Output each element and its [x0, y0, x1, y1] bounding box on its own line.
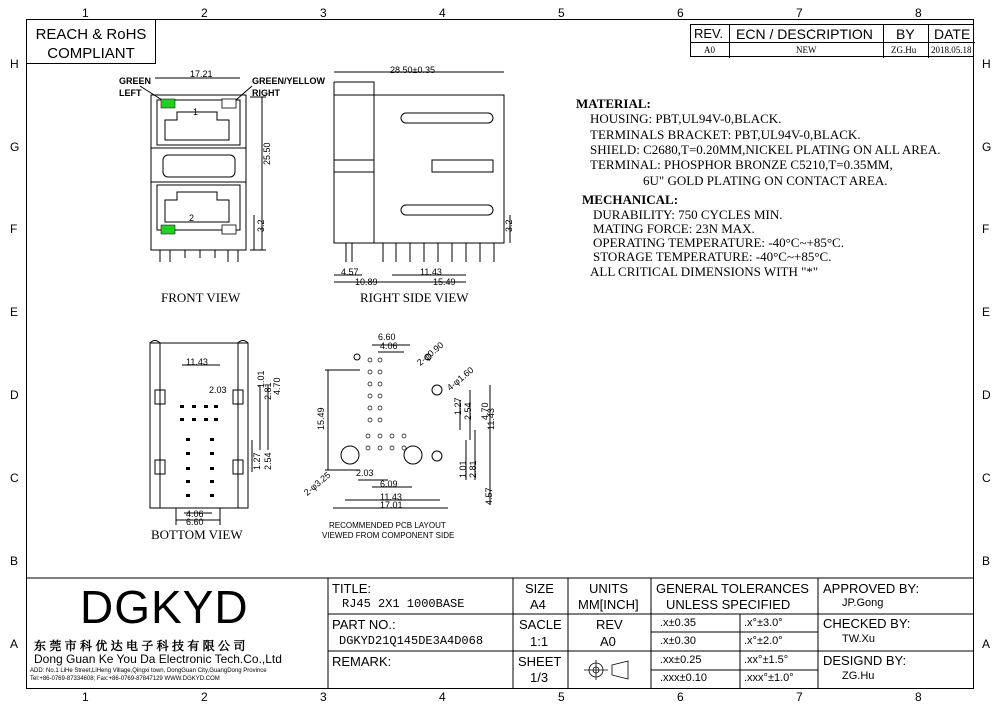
part-value: DGKYD21Q145DE3A4D068 — [339, 634, 484, 648]
rev-label: REV — [596, 617, 623, 632]
side-dim-right: 3.2 — [504, 219, 514, 232]
side-view-outline — [334, 95, 504, 243]
pcb-dim-127: 1.27 — [453, 397, 463, 415]
zone-col-2-bottom: 2 — [201, 690, 208, 704]
led-green-left-top — [161, 99, 175, 108]
pcb-dim-457: 4.57 — [484, 487, 494, 505]
zone-row-g-right: G — [982, 140, 992, 154]
part-label: PART NO.: — [332, 617, 396, 632]
zone-row-c-left: C — [10, 471, 19, 485]
zone-row-a-right: A — [982, 637, 991, 651]
tolerance-x2: .x±0.30 — [660, 635, 697, 647]
rev-header: REV. — [694, 26, 724, 41]
material-line-2: TERMINALS BRACKET: PBT,UL94V-0,BLACK. — [590, 127, 861, 142]
bottom-view-outline — [150, 343, 248, 508]
company-logo: DGKYD — [80, 581, 249, 633]
pcb-dim-281: 2.81 — [468, 460, 478, 478]
units-label: UNITS — [589, 581, 628, 596]
front-green-left-label-1: GREEN — [119, 76, 152, 86]
compliance-line-2: COMPLIANT — [47, 45, 135, 62]
zone-col-3-bottom: 3 — [320, 690, 327, 704]
material-title: MATERIAL: — [576, 96, 651, 111]
zone-row-a-left: A — [10, 637, 19, 651]
pcb-dim-hole: 2-φ0.90 — [415, 339, 446, 368]
side-dim-1549: 15.49 — [433, 277, 456, 287]
zone-col-7-top: 7 — [796, 6, 803, 20]
pcb-layout-label-2: VIEWED FROM COMPONENT SIDE — [322, 531, 455, 540]
pcb-dim-325: 2-φ3.25 — [302, 469, 333, 498]
pcb-dim-470: 4.70 — [480, 402, 490, 420]
bottom-dim-281: 2.81 — [263, 382, 273, 400]
bottom-view-label: BOTTOM VIEW — [151, 527, 243, 542]
tolerance-title-1: GENERAL TOLERANCES — [656, 581, 809, 596]
title-label: TITLE: — [332, 581, 372, 596]
scale-value: 1:1 — [530, 634, 549, 649]
size-value: A4 — [530, 597, 546, 612]
zone-row-b-left: B — [10, 554, 19, 568]
side-dim-top: 28.50±0.35 — [390, 65, 435, 75]
company-contact: Tel:+86-0769-87334608; Fax:+86-0769-87847129 WWW.DGKYD.COM — [30, 676, 220, 682]
mechanical-line-5: ALL CRITICAL DIMENSIONS WITH "*" — [590, 264, 819, 279]
bottom-dim-127: 1.27 — [252, 452, 262, 470]
front-dim-small: 3.2 — [256, 219, 266, 232]
pcb-dim-660: 6.60 — [378, 332, 396, 342]
zone-col-1-bottom: 1 — [82, 690, 89, 704]
front-port1-number: 1 — [193, 107, 199, 117]
zone-col-4-bottom: 4 — [439, 690, 446, 704]
zone-col-2-top: 2 — [201, 6, 208, 20]
checked-label: CHECKED BY: — [823, 616, 911, 631]
rev-value: A0 — [704, 45, 715, 55]
front-green-right-label-1: GREEN/YELLOW — [252, 76, 326, 86]
zone-col-8-bottom: 8 — [915, 690, 922, 704]
checked-value: TW.Xu — [842, 633, 876, 645]
sheet-value: 1/3 — [530, 670, 549, 685]
front-green-left-label-2: LEFT — [119, 88, 142, 98]
bottom-dim-470: 4.70 — [272, 377, 282, 395]
designed-label: DESIGND BY: — [823, 653, 907, 668]
bottom-view-pins — [180, 405, 218, 497]
front-dim-height: 25.50 — [262, 142, 272, 165]
sheet-label: SHEET — [518, 654, 562, 669]
date-header: DATE — [934, 26, 971, 42]
side-dim-1143: 11.43 — [420, 267, 442, 277]
units-value: MM[INCH] — [578, 597, 639, 612]
zone-row-f-left: F — [10, 222, 18, 236]
mechanical-title: MECHANICAL: — [582, 192, 679, 207]
company-name-cn: 东 莞 市 科 优 达 电 子 科 技 有 限 公 司 — [34, 639, 246, 653]
pcb-dim-1701: 17.01 — [380, 500, 403, 510]
bottom-dim-406: 4.06 — [186, 509, 204, 519]
led-green-left-bottom — [161, 225, 175, 234]
front-dim-width: 17.21 — [190, 69, 213, 79]
pcb-layout-label-1: RECOMMENDED PCB LAYOUT — [329, 521, 446, 530]
mechanical-line-1: DURABILITY: 750 CYCLES MIN. — [593, 207, 783, 222]
pcb-dim-1143v: 11.43 — [486, 408, 496, 430]
material-line-1: HOUSING: PBT,UL94V-0,BLACK. — [590, 111, 782, 126]
zone-col-8-top: 8 — [915, 6, 922, 20]
zone-row-d-left: D — [10, 388, 19, 402]
zone-row-h-right: H — [982, 57, 991, 71]
pcb-dim-254: 2.54 — [463, 402, 473, 420]
approved-label: APPROVED BY: — [823, 581, 920, 596]
size-label: SIZE — [525, 581, 554, 596]
company-address: ADD: No.1 LiHe Street,LiHeng Village,Qingxi town, DongGuan City,GuangDong Province — [30, 668, 267, 674]
pcb-dim-406: 4.06 — [380, 341, 398, 351]
zone-col-5-bottom: 5 — [558, 690, 565, 704]
mechanical-line-4: STORAGE TEMPERATURE: -40°C~+85°C. — [593, 249, 832, 264]
zone-row-g-left: G — [10, 140, 20, 154]
zone-row-b-right: B — [982, 554, 991, 568]
projection-symbol — [584, 660, 628, 680]
mechanical-line-3: OPERATING TEMPERATURE: -40°C~+85°C. — [593, 235, 844, 250]
front-green-right-label-2: RIGHT — [252, 88, 280, 98]
ecn-header: ECN / DESCRIPTION — [736, 26, 873, 42]
pcb-dim-609: 6.09 — [380, 479, 398, 489]
bottom-dim-101: 1.01 — [256, 370, 266, 388]
zone-row-h-left: H — [10, 57, 19, 71]
zone-col-3-top: 3 — [320, 6, 327, 20]
by-value: ZG.Hu — [891, 45, 917, 55]
tolerance-xxx-angle: .xxx°±1.0° — [744, 672, 794, 684]
scale-label: SACLE — [519, 617, 562, 632]
pcb-pins — [366, 358, 406, 450]
pcb-dim-1143h: 11.43 — [380, 492, 402, 502]
front-view-port2-opening — [165, 192, 229, 222]
bottom-dim-203: 2.03 — [209, 385, 227, 395]
material-line-3: SHIELD: C2680,T=0.20MM,NICKEL PLATING ON ALL AREA. — [590, 142, 941, 157]
pcb-dim-203: 2.03 — [356, 468, 374, 478]
led-yellow-right-bottom — [222, 225, 236, 234]
zone-col-4-top: 4 — [439, 6, 446, 20]
tolerance-x: .x±0.35 — [660, 617, 697, 629]
front-view-middle-slot — [163, 155, 235, 177]
zone-col-7-bottom: 7 — [796, 690, 803, 704]
zone-row-e-right: E — [982, 305, 991, 319]
tolerance-xxx: .xxx±0.10 — [660, 672, 708, 684]
bottom-dim-254: 2.54 — [263, 452, 273, 470]
compliance-line-1: REACH & RoHS — [35, 26, 147, 43]
zone-col-6-top: 6 — [677, 6, 684, 20]
pcb-dim-hole2: 4-φ1.60 — [445, 364, 476, 393]
zone-row-e-left: E — [10, 305, 19, 319]
zone-row-d-right: D — [982, 388, 991, 402]
led-yellow-right-top — [222, 99, 236, 108]
front-port2-number: 2 — [189, 213, 195, 223]
designed-value: ZG.Hu — [842, 670, 875, 682]
pcb-dim-1549: 15.49 — [316, 407, 326, 430]
tolerance-title-2: UNLESS SPECIFIED — [666, 597, 791, 612]
tolerance-xx-angle: .xx°±1.5° — [744, 654, 789, 666]
zone-row-f-right: F — [982, 222, 990, 236]
tolerance-xx: .xx±0.25 — [660, 654, 702, 666]
approved-value: JP.Gong — [842, 597, 884, 609]
company-name-en: Dong Guan Ke You Da Electronic Tech.Co.,Ltd — [34, 652, 282, 666]
material-line-4: TERMINAL: PHOSPHOR BRONZE C5210,T=0.35MM, — [590, 157, 893, 172]
material-line-5: 6U" GOLD PLATING ON CONTACT AREA. — [643, 173, 888, 188]
side-dim-457: 4.57 — [341, 267, 359, 277]
side-view-label: RIGHT SIDE VIEW — [360, 290, 469, 305]
zone-row-c-right: C — [982, 471, 991, 485]
ecn-value: NEW — [796, 45, 817, 55]
tolerance-x-angle: .x°±3.0° — [744, 617, 783, 629]
remark-label: REMARK: — [332, 654, 392, 669]
tolerance-x2-angle: .x°±2.0° — [744, 635, 783, 647]
title-value: RJ45 2X1 1000BASE — [342, 597, 465, 611]
bottom-dim-660: 6.60 — [186, 517, 204, 527]
rev-value-tb: A0 — [600, 634, 616, 649]
side-dim-1089: 10.89 — [355, 277, 378, 287]
zone-col-1-top: 1 — [82, 6, 89, 20]
by-header: BY — [896, 26, 915, 42]
zone-col-5-top: 5 — [558, 6, 565, 20]
mechanical-line-2: MATING FORCE: 23N MAX. — [593, 221, 755, 236]
front-view-label: FRONT VIEW — [161, 290, 241, 305]
zone-col-6-bottom: 6 — [677, 690, 684, 704]
date-value: 2018.05.18 — [931, 45, 972, 55]
bottom-dim-1143: 11.43 — [186, 357, 208, 367]
pcb-dim-101: 1.01 — [458, 460, 468, 478]
